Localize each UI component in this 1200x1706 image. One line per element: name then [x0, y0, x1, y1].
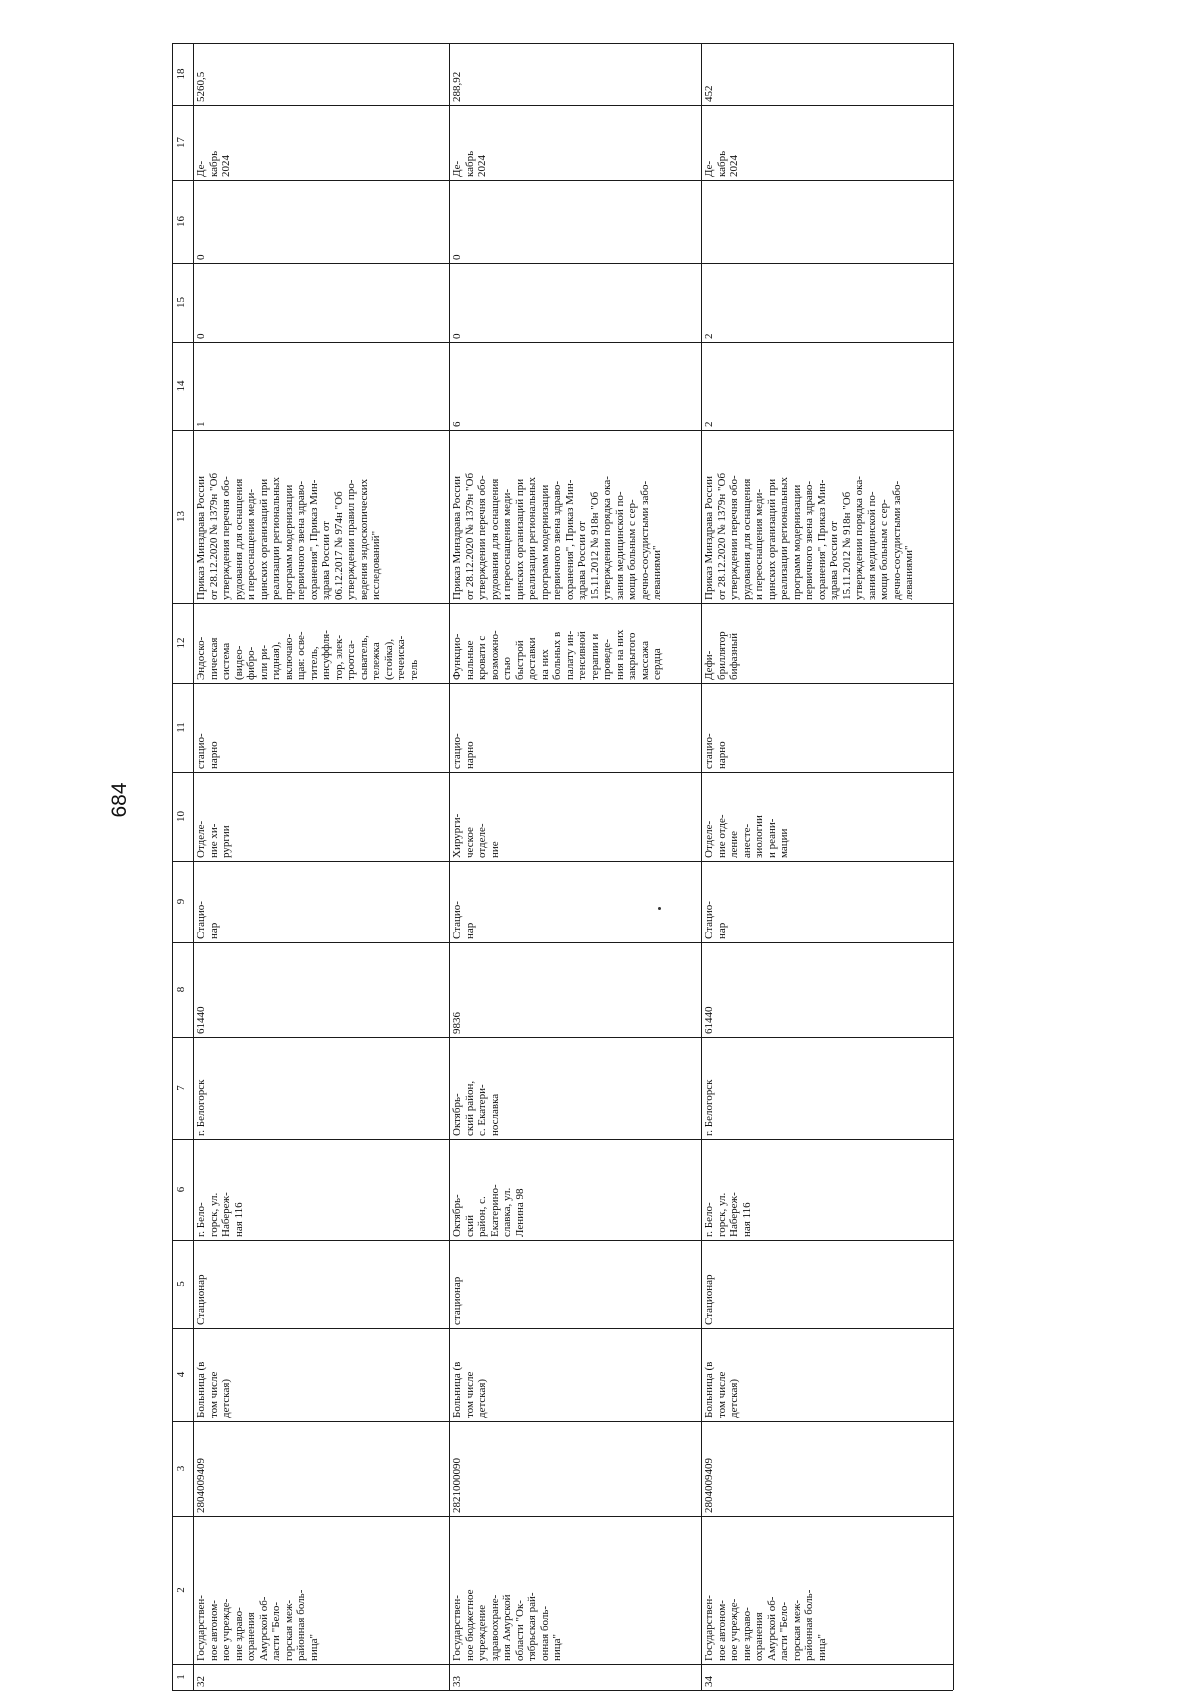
- table-rule: [172, 1690, 953, 1691]
- column-header-13: [172, 430, 193, 603]
- table-rule: [953, 43, 954, 1690]
- page-number: 684: [108, 782, 131, 818]
- row-32-col-17-text: Де- кабрь 2024: [195, 150, 232, 177]
- column-header-4-text: 4: [175, 1371, 187, 1378]
- row-34-col-17-text: Де- кабрь 2024: [703, 150, 740, 177]
- row-34-col-12: [701, 603, 953, 683]
- row-34-col-8-text: 61440: [703, 1006, 715, 1034]
- row-33-col-13-text: Приказ Минздрава России от 28.12.2020 № 1379н "Об утверждении перечня обо- рудования для оснащения и переоснащения меди- цинских организаций при реализации региональных программ модернизации первичного звена здраво- охранения", Приказ Мин- здрава России от 15.11.2012 № 918н "Об утверждении порядка ока- зания медицинской по- мощи больным с сер- дечно-сосудистыми забо- леваниями": [451, 472, 663, 600]
- row-33-col-3-text: 2821000090: [451, 1458, 463, 1513]
- column-header-15: [172, 263, 193, 342]
- row-34-col-9: [701, 861, 953, 942]
- row-34-col-2-text: Государствен- ное автоном- ное учрежде- ние здраво- охранения Амурской об- ласти "Бело- горская меж- районная боль- ница": [703, 1589, 828, 1661]
- row-32-col-4-text: Больница (в том числе детская): [195, 1361, 232, 1418]
- column-header-5-text: 5: [175, 1281, 187, 1287]
- column-header-1: [172, 1664, 193, 1690]
- row-34-col-11: [701, 683, 953, 772]
- row-33-col-17-text: Де- кабрь 2024: [451, 150, 488, 177]
- row-32-col-1-text: 32: [195, 1676, 207, 1687]
- column-header-2-text: 2: [175, 1587, 187, 1593]
- row-32-col-15-text: 0: [195, 333, 207, 339]
- row-33-col-8: [449, 942, 701, 1037]
- row-33-col-15-text: 0: [451, 333, 463, 339]
- row-34-col-15-text: 2: [703, 333, 715, 339]
- row-32-col-2-text: Государствен- ное автоном- ное учрежде- ние здраво- охранения Амурской об- ласти "Бело- горская меж- районная боль- ница": [195, 1589, 320, 1661]
- row-34-col-6-text: г. Бело- горск, ул. Набереж- ная 116: [703, 1192, 753, 1237]
- column-header-8: [172, 942, 193, 1037]
- column-header-8-text: 8: [175, 986, 187, 993]
- row-32-col-18-text: 5260,5: [195, 71, 207, 102]
- row-32-col-13-text: Приказ Минздрава России от 28.12.2020 № 1379н "Об утверждения перечня обо- рудования для оснащения и переоснащения меди- цинских организаций при реализации региональных программ модернизации первичного звена здраво- охранения", Приказ Мин- здрава России от 06.12.2017 № 974н "Об утверждении правил про- ведения эндоскопических исследований": [195, 472, 382, 600]
- column-header-9: [172, 861, 193, 942]
- row-33-col-1: [449, 1664, 701, 1690]
- row-32-col-4: [193, 1328, 449, 1421]
- row-34-col-7-text: г. Белогорск: [703, 1079, 715, 1136]
- column-header-12: [172, 603, 193, 683]
- column-header-4: [172, 1328, 193, 1421]
- row-34-col-4: [701, 1328, 953, 1421]
- row-33-col-14-text: 6: [451, 421, 463, 427]
- column-header-11: [172, 683, 193, 772]
- row-33-col-10-text: Хирурги- ческое отделе- ние: [451, 813, 501, 858]
- column-header-16: [172, 180, 193, 263]
- row-34-col-13: [701, 430, 953, 603]
- row-34-col-7: [701, 1037, 953, 1139]
- row-33-col-8-text: 9836: [451, 1012, 463, 1034]
- row-33-col-11-text: стацио- нарно: [451, 733, 476, 769]
- row-32-col-12: [193, 603, 449, 683]
- row-33-col-2-text: Государствен- ное бюджетное учреждение здравоохране- ния Амурской области "Ок- тябрьская рай- онная боль- ница": [451, 1589, 563, 1661]
- row-32-col-15: [193, 263, 449, 342]
- row-32-col-14-text: 1: [195, 421, 207, 427]
- row-32-col-7-text: г. Белогорск: [195, 1079, 207, 1136]
- column-header-14-text: 14: [175, 380, 187, 392]
- row-33-col-12-text: Функцио- нальные кровати с возможно- стью быстрой доставки на них больных в палату ин- тенсивной терапии и проведе- ния на них закрытого массажа сердца: [451, 629, 663, 680]
- row-32-col-7: [193, 1037, 449, 1139]
- column-header-18-text: 18: [175, 68, 187, 80]
- row-34-col-9-text: Стацио- нар: [703, 901, 728, 939]
- column-header-7-text: 7: [175, 1085, 187, 1091]
- row-34-col-13-text: Приказ Минздрава России от 28.12.2020 № 1379н "Об утверждении перечня обо- рудования для оснащения и переоснащения меди- цинских организаций при реализации региональных программ модернизации первичного звена здраво- охранения", Приказ Мин- здрава России от 15.11.2012 № 918н "Об утверждении порядка ока- зания медицинской по- мощи больным с сер- дечно-сосудистыми забо- леваниями": [703, 472, 915, 600]
- row-34-col-5: [701, 1240, 953, 1328]
- column-header-13-text: 13: [175, 511, 187, 522]
- row-32-col-16-text: 0: [195, 254, 207, 260]
- row-33-col-12: [449, 603, 701, 683]
- row-33-col-9: [449, 861, 701, 942]
- row-32-col-5: [193, 1240, 449, 1328]
- column-header-6: [172, 1139, 193, 1240]
- row-33-col-4: [449, 1328, 701, 1421]
- column-header-10: [172, 772, 193, 861]
- row-34-col-5-text: Стационар: [703, 1274, 715, 1325]
- row-33-col-18: [449, 43, 701, 105]
- row-32-col-11: [193, 683, 449, 772]
- row-34-col-1: [701, 1664, 953, 1690]
- column-header-2: [172, 1516, 193, 1664]
- scan-speck: [658, 907, 661, 910]
- column-header-6-text: 6: [175, 1186, 187, 1193]
- row-34-col-12-text: Дефи- бриллятор бифазный: [703, 631, 740, 680]
- row-33-col-15: [449, 263, 701, 342]
- row-32-col-8: [193, 942, 449, 1037]
- row-32-col-10-text: Отделе- ние хи- рургии: [195, 820, 232, 858]
- row-32-col-14: [193, 342, 449, 430]
- row-33-col-3: [449, 1421, 701, 1516]
- row-32-col-17: [193, 105, 449, 180]
- row-33-col-6-text: Октябрь- ский район, с. Екатерино- славка, ул. Ленина 98: [451, 1184, 526, 1237]
- row-33-col-16: [449, 180, 701, 263]
- row-32-col-8-text: 61440: [195, 1006, 207, 1034]
- row-32-col-16: [193, 180, 449, 263]
- column-header-18: [172, 43, 193, 105]
- row-32-col-5-text: Стационар: [195, 1274, 207, 1325]
- column-header-9-text: 9: [175, 898, 187, 905]
- row-34-col-17: [701, 105, 953, 180]
- column-header-17: [172, 105, 193, 180]
- row-32-col-3: [193, 1421, 449, 1516]
- column-header-7: [172, 1037, 193, 1139]
- row-34-col-3: [701, 1421, 953, 1516]
- row-34-col-18: [701, 43, 953, 105]
- column-header-14: [172, 342, 193, 430]
- row-33-col-11: [449, 683, 701, 772]
- row-33-col-2: [449, 1516, 701, 1664]
- row-34-col-15: [701, 263, 953, 342]
- row-32-col-1: [193, 1664, 449, 1690]
- row-32-col-10: [193, 772, 449, 861]
- row-33-col-14: [449, 342, 701, 430]
- row-32-col-2: [193, 1516, 449, 1664]
- column-header-5: [172, 1240, 193, 1328]
- row-34-col-16-text: [701, 180, 953, 263]
- column-header-16-text: 16: [175, 216, 187, 227]
- column-header-17-text: 17: [175, 137, 187, 148]
- row-33-col-18-text: 288,92: [451, 71, 463, 102]
- column-header-12-text: 12: [175, 637, 187, 649]
- column-header-1-text: 1: [175, 1674, 187, 1680]
- row-32-col-12-text: Эндоско- пическая система (видео- фибро- или ри- гидная), включаю- щая: осве- титель, инсуффля- тор, элек- троотса- сыватель, тележка (стойка), течеиска- тель: [195, 630, 420, 680]
- row-33-col-10: [449, 772, 701, 861]
- row-34-col-11-text: стацио- нарно: [703, 733, 728, 769]
- row-32-col-18: [193, 43, 449, 105]
- row-34-col-14-text: 2: [703, 421, 715, 427]
- row-33-col-7-text: Октябрь- ский район, с. Екатери- нославка: [451, 1080, 501, 1136]
- row-33-col-5-text: стационар: [451, 1276, 463, 1325]
- row-34-col-1-text: 34: [703, 1676, 715, 1687]
- row-32-col-9-text: Стацио- нар: [195, 901, 220, 939]
- row-34-col-10-text: Отделе- ние отде- ление анесте- зиологии и реани- мации: [703, 814, 790, 858]
- row-33-col-13: [449, 430, 701, 603]
- row-34-col-6: [701, 1139, 953, 1240]
- column-header-3-text: 3: [175, 1465, 187, 1472]
- row-32-col-3-text: 2804009409: [195, 1458, 207, 1513]
- row-33-col-16-text: 0: [451, 254, 463, 260]
- row-32-col-13: [193, 430, 449, 603]
- row-33-col-1-text: 33: [451, 1676, 463, 1687]
- row-33-col-5: [449, 1240, 701, 1328]
- row-34-col-3-text: 2804009409: [703, 1458, 715, 1513]
- row-34-col-10: [701, 772, 953, 861]
- row-32-col-6: [193, 1139, 449, 1240]
- row-32-col-9: [193, 861, 449, 942]
- column-header-15-text: 15: [175, 297, 187, 308]
- row-34-col-2: [701, 1516, 953, 1664]
- row-34-col-4-text: Больница (в том числе детская): [703, 1361, 740, 1418]
- row-33-col-4-text: Больница (в том числе детская): [451, 1361, 488, 1418]
- row-34-col-18-text: 452: [703, 85, 715, 102]
- column-header-3: [172, 1421, 193, 1516]
- row-32-col-11-text: стацио- нарно: [195, 733, 220, 769]
- row-34-col-16: [701, 180, 953, 263]
- row-33-col-9-text: Стацио- нар: [451, 901, 476, 939]
- row-33-col-17: [449, 105, 701, 180]
- row-32-col-6-text: г. Бело- горск, ул. Набереж- ная 116: [195, 1192, 245, 1237]
- row-34-col-8: [701, 942, 953, 1037]
- row-33-col-7: [449, 1037, 701, 1139]
- column-header-11-text: 11: [175, 722, 187, 733]
- column-header-10-text: 10: [175, 811, 187, 822]
- row-34-col-14: [701, 342, 953, 430]
- row-33-col-6: [449, 1139, 701, 1240]
